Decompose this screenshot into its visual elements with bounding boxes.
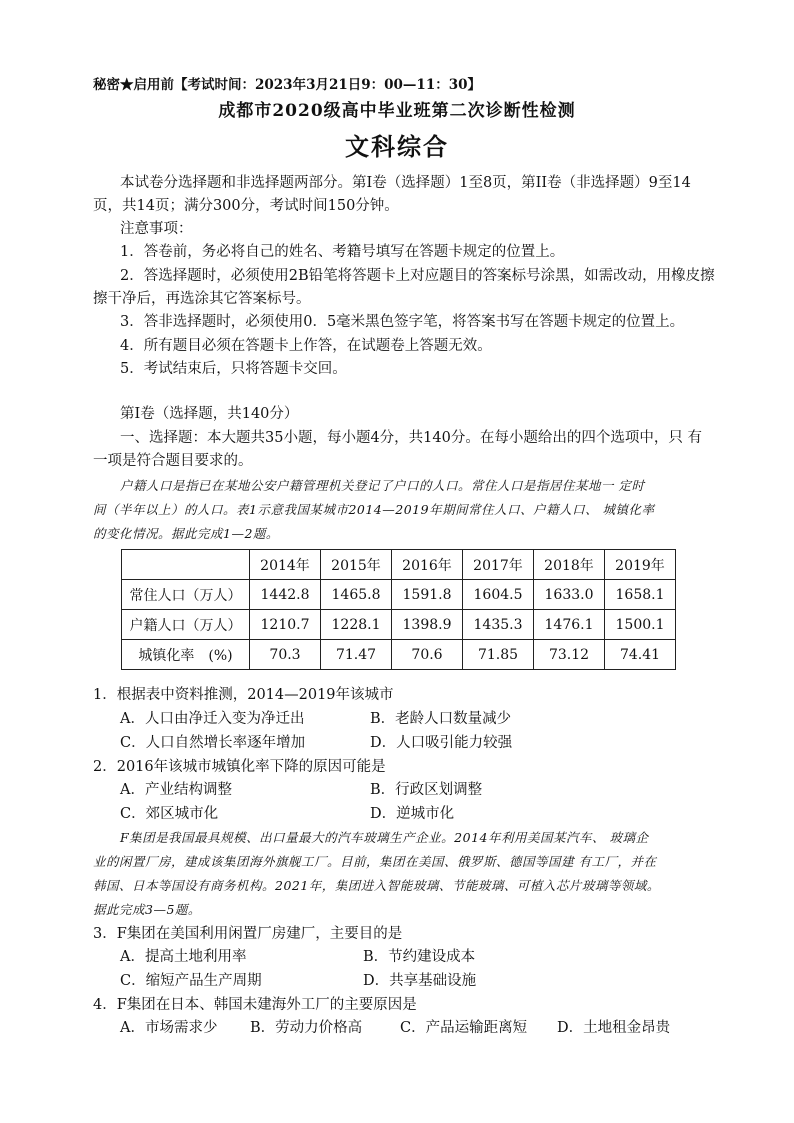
notes-heading: 注意事项： [120,221,193,237]
passage2-line-1: F集团是我国最具规模、出口量最大的汽车玻璃生产企业。2014年利用美国某汽车、 玻璃企 [120,830,649,845]
table-cell: 1658.1 [605,580,676,610]
question-1-option-b: B．老龄人口数量减少 [370,711,512,727]
exam-title: 文科综合 [345,132,449,161]
year-header: 2014年 [250,550,321,580]
table-cell: 1398.9 [392,610,463,640]
note-2: 2．答选择题时，必须使用2B铅笔将答题卡上对应题目的答案标号涂黑，如需改动，用橡皮擦 [120,268,715,284]
table-cell: 1604.5 [463,580,534,610]
passage2-line-4: 据此完成3—5题。 [93,902,201,917]
note-2-cont: 擦干净后，再选涂其它答案标号。 [93,291,311,307]
intro-line-2: 页，共14页；满分300分，考试时间150分钟。 [93,198,399,214]
question-2-option-d: D．逆城市化 [370,806,455,822]
question-1-option-d: D．人口吸引能力较强 [370,735,513,751]
passage2-line-2: 业的闲置厂房，建成该集团海外旗舰工厂。目前，集团在美国、俄罗斯、德国等国建 有工厂，并在 [93,854,657,869]
question-3-option-d: D．共享基础设施 [363,973,477,989]
year-header: 2016年 [392,550,463,580]
exam-header: 秘密★启用前【考试时间：2023年3月21日9：00—11：30】 [93,77,482,93]
table-cell: 1500.1 [605,610,676,640]
table-row [122,580,676,610]
table-cell: 1476.1 [534,610,605,640]
question-4-option-c: C．产品运输距离短 [400,1020,528,1036]
note-4: 4．所有题目必须在答题卡上作答，在试题卷上答题无效。 [120,338,492,354]
passage1-line-1: 户籍人口是指已在某地公安户籍管理机关登记了户口的人口。常住人口是指居住某地一 定时 [120,478,645,493]
table-cell: 73.12 [534,640,605,670]
table-cell: 1633.0 [534,580,605,610]
question-1-option-a: A．人口由净迁入变为净迁出 [120,711,305,727]
table-cell: 1591.8 [392,580,463,610]
row-label: 城镇化率 (%) [122,640,250,670]
question-2-option-c: C．郊区城市化 [120,806,219,822]
question-4-option-d: D．土地租金昂贵 [557,1020,671,1036]
question-3-option-b: B．节约建设成本 [363,949,476,965]
row-label: 常住人口（万人） [122,580,250,610]
question-3-option-c: C．缩短产品生产周期 [120,973,262,989]
question-1-stem: 1．根据表中资料推测，2014—2019年该城市 [93,687,394,703]
year-header: 2019年 [605,550,676,580]
question-4-option-b: B．劳动力价格高 [250,1020,363,1036]
table-cell: 1210.7 [250,610,321,640]
section-instruction: 一、选择题：本大题共35小题，每小题4分，共140分。在每小题给出的四个选项中，只 有 [120,430,702,446]
table-cell: 1435.3 [463,610,534,640]
table-cell: 70.3 [250,640,321,670]
table-row [122,640,676,670]
question-2-option-a: A．产业结构调整 [120,782,232,798]
row-label: 户籍人口（万人） [122,610,250,640]
question-3-stem: 3．F集团在美国利用闲置厂房建厂，主要目的是 [93,926,403,942]
question-2-stem: 2．2016年该城市城镇化率下降的原因可能是 [93,759,386,775]
intro-line-1: 本试卷分选择题和非选择题两部分。第Ⅰ卷（选择题）1至8页，第II卷（非选择题）9至14 [120,175,691,191]
question-1-option-c: C．人口自然增长率逐年增加 [120,735,306,751]
passage2-line-3: 韩国、日本等国设有商务机构。2021年，集团进入智能玻璃、节能玻璃、可植入芯片玻璃等领域。 [93,878,660,893]
note-1: 1．答卷前，务必将自己的姓名、考籍号填写在答题卡规定的位置上。 [120,244,565,260]
table-cell: 74.41 [605,640,676,670]
year-header: 2017年 [463,550,534,580]
question-4-stem: 4．F集团在日本、韩国未建海外工厂的主要原因是 [93,997,417,1013]
year-header: 2018年 [534,550,605,580]
section-heading: 第Ⅰ卷（选择题，共140分） [120,406,299,422]
note-5: 5．考试结束后，只将答题卡交回。 [120,361,347,377]
year-header: 2015年 [321,550,392,580]
table-cell: 1465.8 [321,580,392,610]
population-table [121,549,676,670]
table-cell: 1442.8 [250,580,321,610]
section-instruction-cont: 一项是符合题目要求的。 [93,453,253,469]
table-corner-cell [122,550,250,580]
table-header-row [122,550,676,580]
question-2-option-b: B．行政区划调整 [370,782,483,798]
table-cell: 70.6 [392,640,463,670]
table-row [122,610,676,640]
passage1-line-2: 间（半年以上）的人口。表1示意我国某城市2014—2019年期间常住人口、户籍人口、 城镇化率 [93,502,655,517]
table-cell: 71.85 [463,640,534,670]
question-4-option-a: A．市场需求少 [120,1020,218,1036]
passage1-line-3: 的变化情况。据此完成1—2题。 [93,526,279,541]
table-cell: 71.47 [321,640,392,670]
note-3: 3．答非选择题时，必须使用0．5毫米黑色签字笔，将答案书写在答题卡规定的位置上。 [120,314,685,330]
exam-subtitle: 成都市2020级高中毕业班第二次诊断性检测 [218,101,576,121]
question-3-option-a: A．提高土地利用率 [120,949,247,965]
table-cell: 1228.1 [321,610,392,640]
